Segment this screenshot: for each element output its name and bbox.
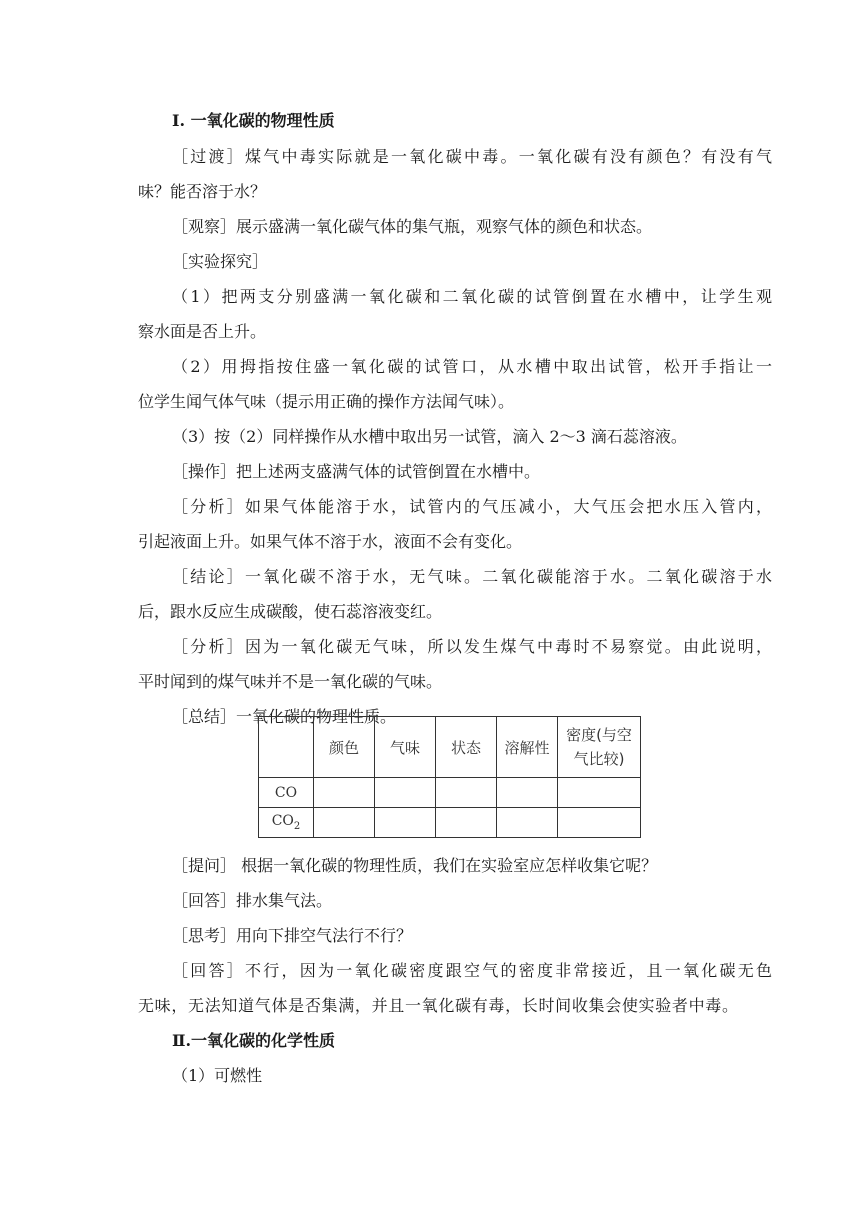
table-cell — [436, 778, 497, 808]
table-header-cell — [259, 717, 314, 778]
table-cell — [558, 778, 641, 808]
paragraph-step2-line1: （2）用拇指按住盛一氧化碳的试管口，从水槽中取出试管，松开手指让一 — [172, 357, 772, 376]
paragraph-experiment-heading: ［实验探究］ — [172, 252, 269, 271]
table-header-cell: 溶解性 — [497, 717, 558, 778]
table-cell — [375, 808, 436, 838]
paragraph-answer1: ［回答］排水集气法。 — [172, 891, 333, 910]
paragraph-analysis2-line1: ［分析］因为一氧化碳无气味，所以发生煤气中毒时不易察觉。由此说明， — [172, 637, 772, 656]
paragraph-think: ［思考］用向下排空气法行不行？ — [172, 926, 413, 945]
row-label-co: CO — [259, 778, 314, 808]
section-1-title: Ⅰ. 一氧化碳的物理性质 — [172, 111, 335, 130]
paragraph-question: ［提问］ 根据一氧化碳的物理性质，我们在实验室应怎样收集它呢？ — [172, 856, 658, 875]
section-2-item-1: （1）可燃性 — [172, 1066, 263, 1085]
table-row — [259, 808, 641, 838]
density-header-line1: 密度(与空 — [566, 726, 632, 744]
table-cell — [436, 808, 497, 838]
paragraph-analysis1-line2: 引起液面上升。如果气体不溶于水，液面不会有变化。 — [138, 532, 523, 551]
paragraph-step2-line2: 位学生闻气体气味（提示用正确的操作方法闻气味）。 — [138, 392, 515, 411]
table-cell — [558, 808, 641, 838]
properties-table — [258, 716, 641, 838]
table-header-cell: 状态 — [436, 717, 497, 778]
table-cell — [314, 778, 375, 808]
paragraph-analysis2-line2: 平时闻到的煤气味并不是一氧化碳的气味。 — [138, 672, 443, 691]
paragraph-answer2-line1: ［回答］不行，因为一氧化碳密度跟空气的密度非常接近，且一氧化碳无色 — [172, 961, 772, 980]
paragraph-step3: （3）按（2）同样操作从水槽中取出另一试管，滴入 2～3 滴石蕊溶液。 — [172, 427, 687, 446]
table-header-cell: 颜色 — [314, 717, 375, 778]
paragraph-step1-line1: （1）把两支分别盛满一氧化碳和二氧化碳的试管倒置在水槽中，让学生观 — [172, 287, 772, 306]
paragraph-transition-line2: 味？能否溶于水？ — [138, 182, 267, 201]
table-header-cell: 气味 — [375, 717, 436, 778]
density-header-line2: 气比较) — [573, 750, 625, 768]
paragraph-transition-line1: ［过渡］煤气中毒实际就是一氧化碳中毒。一氧化碳有没有颜色？有没有气 — [172, 147, 772, 166]
paragraph-analysis1-line1: ［分析］如果气体能溶于水，试管内的气压减小，大气压会把水压入管内， — [172, 497, 772, 516]
section-2-title: Ⅱ.一氧化碳的化学性质 — [172, 1031, 336, 1050]
row-label-co2: $CO_2$ — [259, 808, 314, 838]
table-cell — [497, 778, 558, 808]
table-cell — [375, 778, 436, 808]
paragraph-summary: ［总结］一氧化碳的物理性质。 — [172, 707, 397, 726]
table-cell — [497, 808, 558, 838]
table-header-row — [259, 717, 641, 778]
paragraph-step1-line2: 察水面是否上升。 — [138, 322, 267, 341]
table-row — [259, 778, 641, 808]
paragraph-answer2-line2: 无味，无法知道气体是否集满，并且一氧化碳有毒，长时间收集会使实验者中毒。 — [138, 996, 738, 1015]
table-header-cell-density — [558, 717, 641, 778]
paragraph-conclusion-line1: ［结论］一氧化碳不溶于水，无气味。二氧化碳能溶于水。二氧化碳溶于水 — [172, 567, 772, 586]
table-cell — [314, 808, 375, 838]
paragraph-operation: ［操作］把上述两支盛满气体的试管倒置在水槽中。 — [172, 462, 541, 481]
paragraph-observe: ［观察］展示盛满一氧化碳气体的集气瓶，观察气体的颜色和状态。 — [172, 217, 653, 236]
paragraph-conclusion-line2: 后，跟水反应生成碳酸，使石蕊溶液变红。 — [138, 602, 443, 621]
